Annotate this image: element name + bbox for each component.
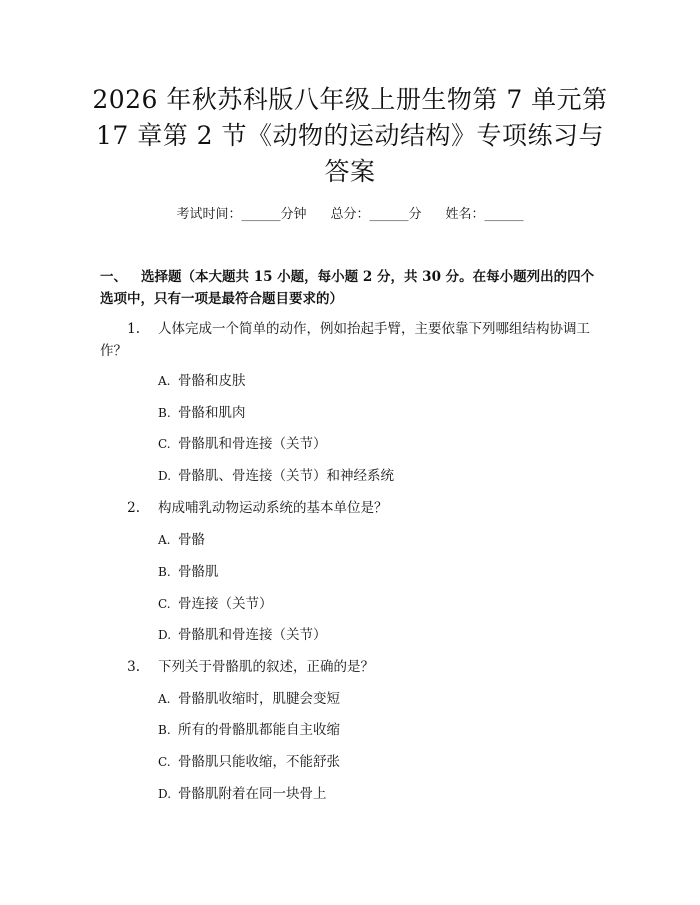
title-line-2: 17 章第 2 节《动物的运动结构》专项练习与 xyxy=(95,121,605,150)
option-text: 骨骼 xyxy=(178,532,205,548)
exam-meta xyxy=(0,205,700,225)
question-number: 1. xyxy=(127,321,140,337)
q3-option-c xyxy=(158,752,340,772)
option-text: 骨骼肌和骨连接（关节） xyxy=(178,436,327,452)
question-text: 人体完成一个简单的动作，例如抬起手臂，主要依靠下列哪组结构协调工作？ xyxy=(100,321,590,359)
option-letter: A. xyxy=(158,692,171,706)
question-number: 3. xyxy=(127,659,140,675)
student-name-field: 姓名：______ xyxy=(445,207,524,222)
total-score-field: 总分：______分 xyxy=(330,207,422,222)
option-text: 骨骼肌和骨连接（关节） xyxy=(178,627,327,643)
question-text: 下列关于骨骼肌的叙述，正确的是？ xyxy=(158,659,374,675)
q2-option-c xyxy=(158,594,273,614)
section-number: 一、 xyxy=(100,269,127,285)
q2-option-b xyxy=(158,562,219,582)
q3-option-d xyxy=(158,784,327,804)
title-line-3: 答案 xyxy=(324,157,376,186)
q3-option-a xyxy=(158,689,340,709)
exam-time-field: 考试时间：______分钟 xyxy=(176,207,307,222)
question-1 xyxy=(100,318,600,362)
option-letter: A. xyxy=(158,374,171,388)
question-text: 构成哺乳动物运动系统的基本单位是？ xyxy=(158,500,388,516)
option-letter: C. xyxy=(158,437,171,451)
q2-option-d xyxy=(158,625,327,645)
q1-option-b xyxy=(158,403,246,423)
option-letter: D. xyxy=(158,469,172,483)
option-text: 骨骼肌、骨连接（关节）和神经系统 xyxy=(178,468,394,484)
option-letter: B. xyxy=(158,565,171,579)
option-letter: D. xyxy=(158,787,172,801)
option-letter: A. xyxy=(158,533,171,547)
section-instructions: 选择题（本大题共 15 小题，每小题 2 分，共 30 分。在每小题列出的四个选项中，只有一项是最符合题目要求的） xyxy=(100,269,595,307)
option-text: 骨骼肌只能收缩，不能舒张 xyxy=(178,754,340,770)
option-letter: D. xyxy=(158,628,172,642)
q1-option-a xyxy=(158,371,246,391)
option-text: 骨骼肌收缩时，肌腱会变短 xyxy=(178,691,340,707)
section-heading xyxy=(100,266,600,310)
option-letter: B. xyxy=(158,723,171,737)
q1-option-d xyxy=(158,466,394,486)
option-text: 骨骼肌附着在同一块骨上 xyxy=(178,786,327,802)
question-2 xyxy=(100,497,600,519)
option-text: 所有的骨骼肌都能自主收缩 xyxy=(178,722,340,738)
option-text: 骨骼和肌肉 xyxy=(178,405,246,421)
option-text: 骨骼肌 xyxy=(178,564,219,580)
document-title xyxy=(60,82,640,190)
q1-option-c xyxy=(158,434,327,454)
option-letter: C. xyxy=(158,755,171,769)
question-3 xyxy=(100,656,600,678)
question-number: 2. xyxy=(127,500,140,516)
option-letter: B. xyxy=(158,406,171,420)
title-line-1: 2026 年秋苏科版八年级上册生物第 7 单元第 xyxy=(92,85,608,114)
q2-option-a xyxy=(158,530,205,550)
q3-option-b xyxy=(158,720,340,740)
option-letter: C. xyxy=(158,597,171,611)
option-text: 骨骼和皮肤 xyxy=(178,373,246,389)
option-text: 骨连接（关节） xyxy=(178,596,273,612)
